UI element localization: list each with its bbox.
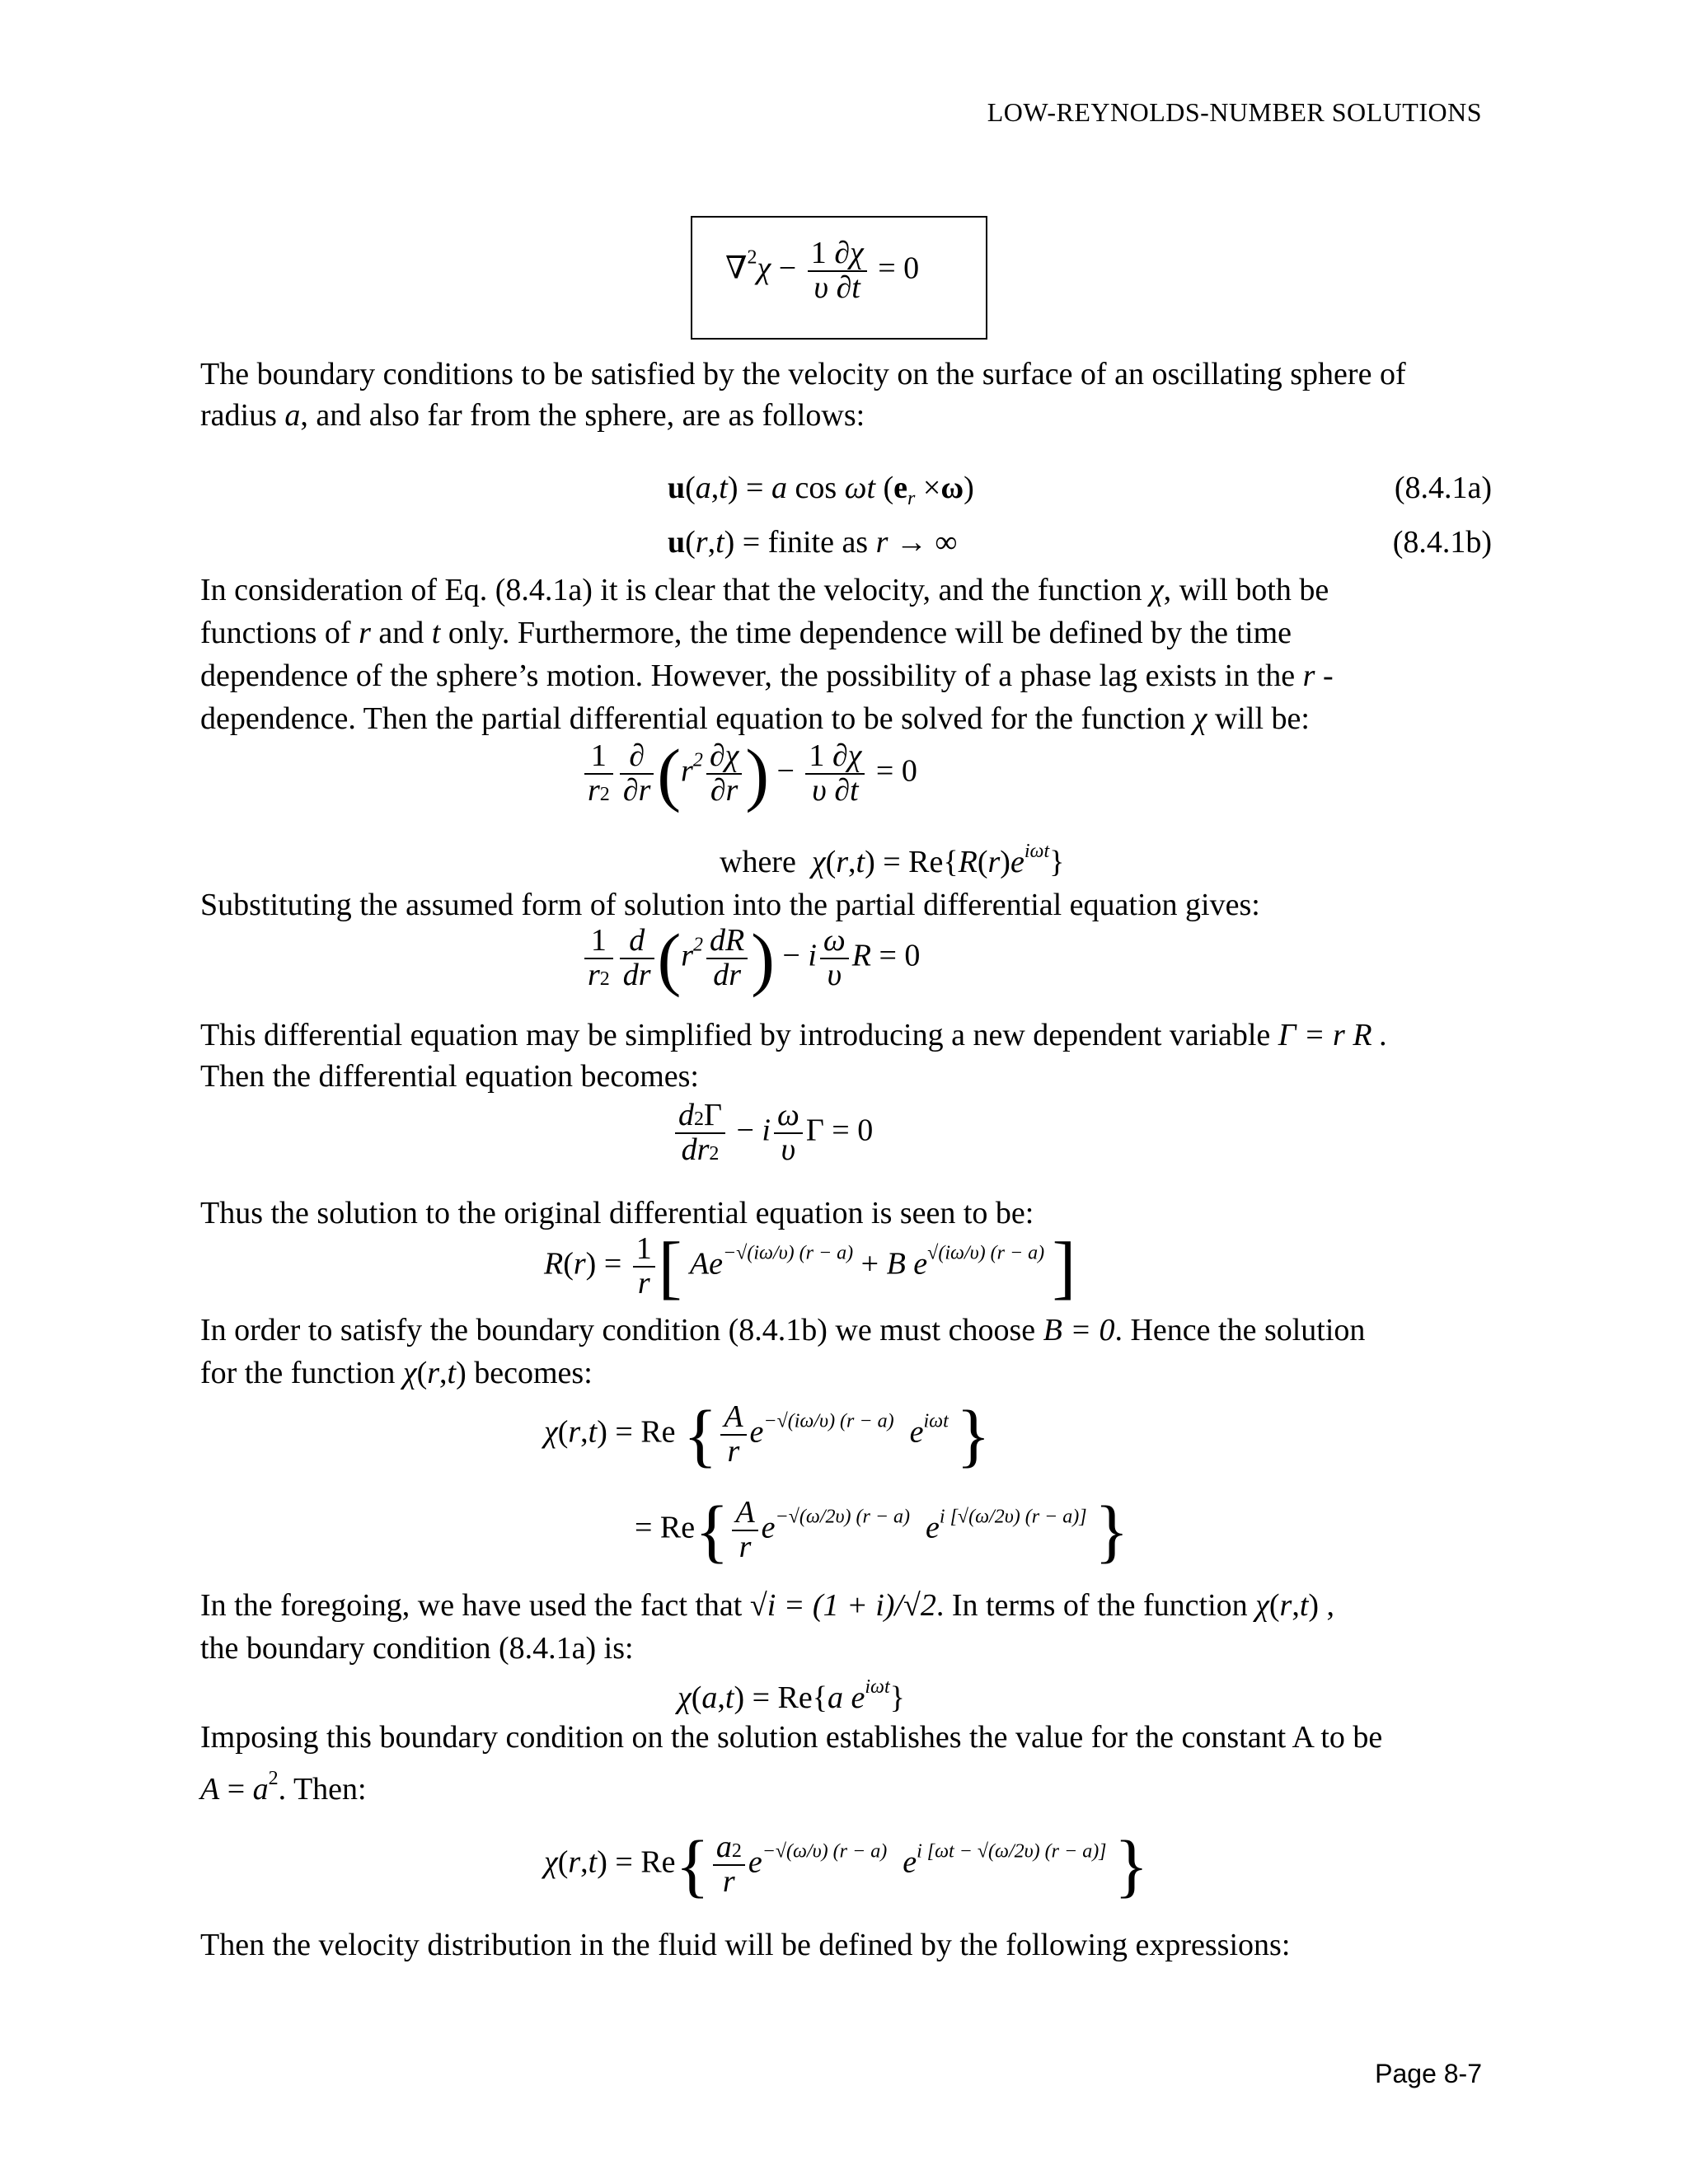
- running-header: LOW-REYNOLDS-NUMBER SOLUTIONS: [987, 97, 1482, 127]
- boundary-condition-b: u(r,t) = finite as r → ∞: [668, 525, 958, 560]
- chi-definition: where $\chi(r,t) = Re\{R(r)e^{i\omega t}\}$: [720, 841, 1065, 879]
- paragraph-7-line-1: In the foregoing, we have used the fact that √i = (1 + i)/√2. In terms of the function χ(r,t) ,: [200, 1588, 1335, 1623]
- chi-boundary-condition: χ(a,t) = Re{a $e^{i\omega t}$}: [678, 1676, 905, 1715]
- paragraph-1-line-2: radius a, and also far from the sphere, are as follows:: [200, 398, 865, 433]
- paragraph-8-line-1: Imposing this boundary condition on the solution establishes the value for the constant A to be: [200, 1720, 1383, 1755]
- paragraph-5: Thus the solution to the original differential equation is seen to be:: [200, 1196, 1034, 1230]
- paragraph-2-line-2: functions of r and t only. Furthermore, the time dependence will be defined by the time: [200, 616, 1292, 650]
- paragraph-9: Then the velocity distribution in the fluid will be defined by the following expressions:: [200, 1928, 1291, 1962]
- paragraph-4-line-1: This differential equation may be simplified by introducing a new dependent variable Γ = r R .: [200, 1018, 1388, 1052]
- boxed-equation: [691, 216, 987, 340]
- ode-for-gamma: $\frac{d2\Gamma}{dr2}$ − i $\frac{\omega}{\upsilon}$ Γ = 0: [672, 1099, 873, 1167]
- boundary-condition-a: u(a,t) = a cos ωt $(e_r \times\omega)$: [668, 471, 974, 509]
- paragraph-2-line-4: dependence. Then the partial differential equation to be solved for the function χ will be:: [200, 701, 1310, 736]
- paragraph-6-line-1: In order to satisfy the boundary condition (8.4.1b) we must choose B = 0. Hence the solution: [200, 1313, 1366, 1347]
- solution-R: R(r) = $\frac{1}{r}$ [ $Ae^{-√(i\omega/\upsilon) (r - a)} + B$ $e^{√(i\omega/\upsilon) (r - a)}$ ]: [544, 1226, 1076, 1306]
- paragraph-1-line-1: The boundary conditions to be satisfied by the velocity on the surface of an oscillating sphere of: [200, 357, 1406, 391]
- chi-final-solution: χ(r,t) = Re{ $\frac{a2}{r}$ $e^{-√(\omega/\upsilon) (r - a)}$ $e^{i [\omega t - √(\omega/2\upsilon) (r - a)]}$ }: [544, 1825, 1149, 1905]
- page-number: Page 8-7: [1375, 2059, 1482, 2088]
- chi-solution-line-1: χ(r,t) = Re { $\frac{A}{r}$ $e^{-√(i\omega/\upsilon) (r - a)}$ $e^{i\omega t}$ }: [544, 1394, 991, 1474]
- paragraph-3: Substituting the assumed form of solution into the partial differential equation gives:: [200, 888, 1260, 922]
- paragraph-2-line-1: In consideration of Eq. (8.4.1a) it is clear that the velocity, and the function χ, will both be: [200, 573, 1329, 607]
- chi-solution-line-2: = Re{ $\frac{A}{r}$ $e^{-√(\omega/2\upsilon) (r - a)}$ $e^{i [√(\omega/2\upsilon) (r - a)]}$ }: [635, 1490, 1129, 1570]
- equation-number-b: (8.4.1b): [1392, 525, 1492, 560]
- diffusion-equation: ∇$^2$χ − $\frac{1 \partial\chi}{\upsilon \partial t}$ = 0: [725, 236, 920, 305]
- ode-for-R: $\frac{1}{r2}$ $\frac{d}{dr}$ ($r^2$ $\frac{dR}{dr}$ ) − i $\frac{\omega}{\upsilon}$ R = 0: [581, 925, 920, 992]
- paragraph-4-line-2: Then the differential equation becomes:: [200, 1059, 699, 1094]
- paragraph-8-line-2: $A = a^2$. Then:: [200, 1768, 367, 1807]
- paragraph-6-line-2: for the function χ(r,t) becomes:: [200, 1356, 593, 1390]
- equation-number-a: (8.4.1a): [1394, 471, 1492, 505]
- paragraph-2-line-3: dependence of the sphere’s motion. However, the possibility of a phase lag exists in the r -: [200, 658, 1334, 693]
- spherical-pde: $\frac{1}{r2}$ $\frac{\partial}{\partial r}$ ($r^2$ $\frac{\partial\chi}{\partial r}$ ) − $\frac{1 \partial\chi}{\upsilon \partial t}$ = 0: [581, 740, 917, 808]
- paragraph-7-line-2: the boundary condition (8.4.1a) is:: [200, 1631, 634, 1666]
